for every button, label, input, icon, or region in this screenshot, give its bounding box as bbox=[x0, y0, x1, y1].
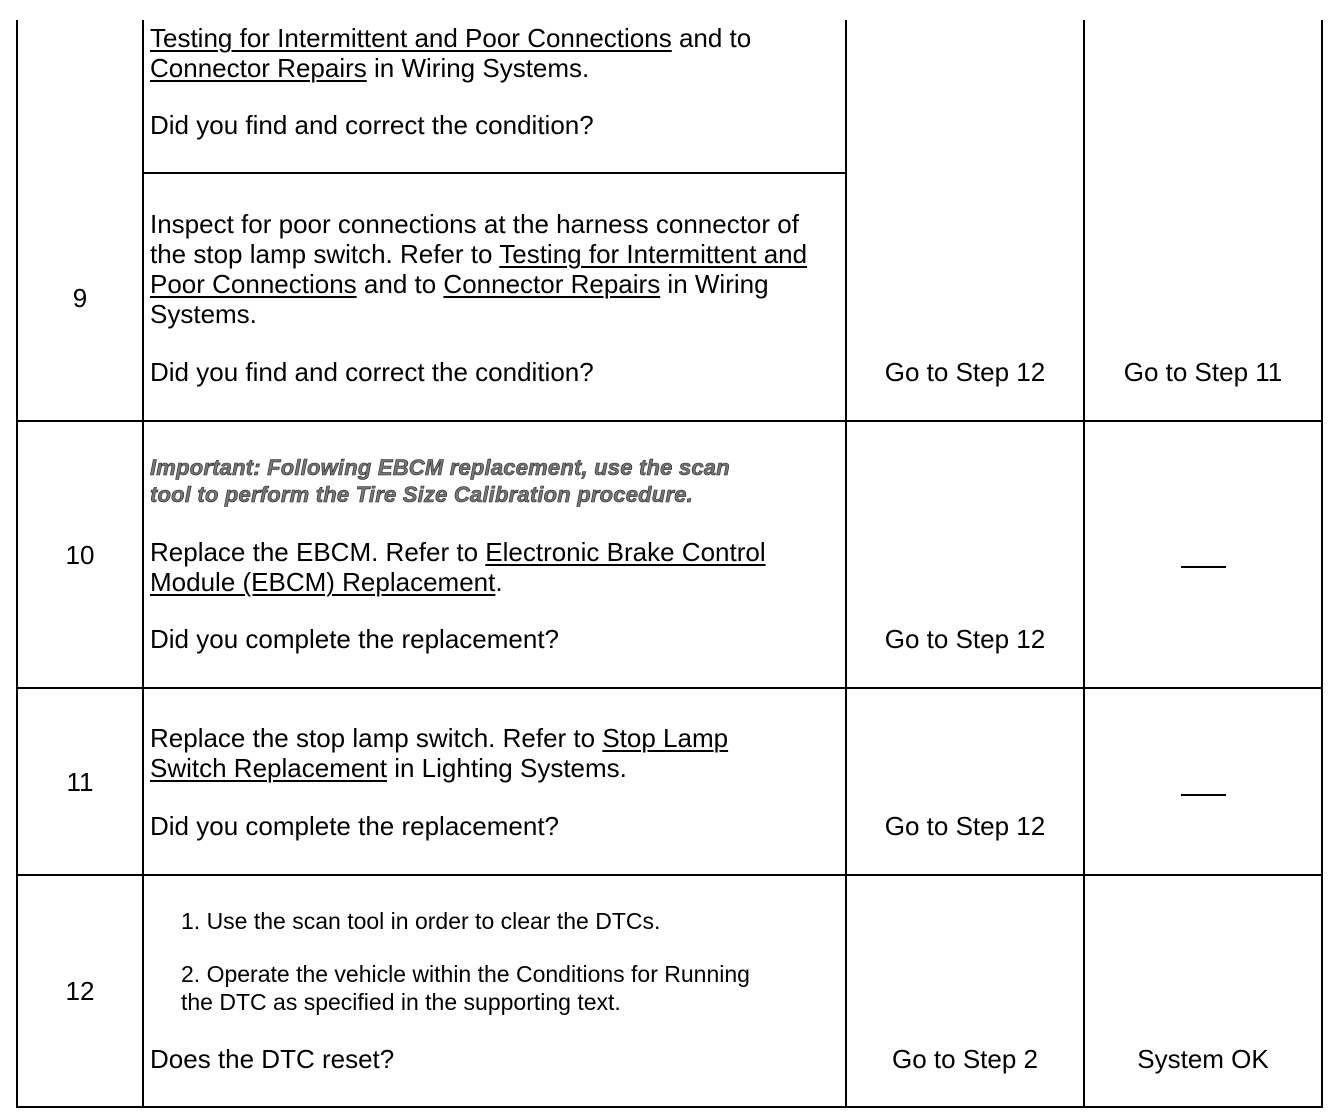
link-stop-lamp-switch-replacement-cont[interactable]: Switch Replacement bbox=[150, 753, 387, 783]
link-testing-intermittent[interactable]: Testing for Intermittent and Poor Connections bbox=[150, 23, 672, 53]
row9-line4: Systems. bbox=[150, 299, 257, 329]
row10-line2: Module (EBCM) Replacement. bbox=[150, 567, 503, 597]
row12-question: Does the DTC reset? bbox=[150, 1044, 395, 1074]
row9-line2: the stop lamp switch. Refer to Testing for Intermittent and bbox=[150, 239, 808, 269]
row10-line1: Replace the EBCM. Refer to Electronic Brake Control bbox=[150, 537, 766, 567]
row9-bottom-line bbox=[16, 420, 1323, 422]
row9-line3: Poor Connections and to Connector Repairs in Wiring bbox=[150, 269, 769, 299]
row11-no-result-dash bbox=[1181, 794, 1226, 796]
link-ebcm-replacement[interactable]: Electronic Brake Control bbox=[485, 537, 766, 567]
link-testing-intermittent[interactable]: Testing for Intermittent and bbox=[499, 239, 808, 269]
row10-question: Did you complete the replacement? bbox=[150, 624, 560, 654]
step-number: 11 bbox=[66, 767, 94, 797]
important-note-line1: Important: Following EBCM replacement, use the scan bbox=[150, 455, 730, 480]
link-ebcm-replacement-cont[interactable]: Module (EBCM) Replacement bbox=[150, 567, 496, 597]
row11-line1: Replace the stop lamp switch. Refer to Stop Lamp bbox=[150, 723, 729, 753]
row12-yes-result: Go to Step 2 bbox=[892, 1044, 1038, 1074]
step-number: 12 bbox=[65, 976, 95, 1006]
row10-bottom-line bbox=[16, 687, 1323, 689]
row8-line2: Connector Repairs in Wiring Systems. bbox=[150, 53, 590, 83]
row12-no-result: System OK bbox=[1137, 1044, 1269, 1074]
row10-no-result-dash bbox=[1181, 566, 1226, 568]
col-divider-action bbox=[845, 20, 847, 1108]
col-divider-step bbox=[142, 20, 144, 1108]
step-number: 10 bbox=[65, 540, 95, 570]
col-divider-yes bbox=[1083, 20, 1085, 1108]
row9-question: Did you find and correct the condition? bbox=[150, 357, 594, 387]
row11-question: Did you complete the replacement? bbox=[150, 811, 560, 841]
link-connector-repairs[interactable]: Connector Repairs bbox=[150, 53, 367, 83]
row11-bottom-line bbox=[16, 874, 1323, 876]
link-stop-lamp-switch-replacement[interactable]: Stop Lamp bbox=[602, 723, 729, 753]
row12-item2-line1: 2. Operate the vehicle within the Conditions for Running bbox=[181, 961, 750, 987]
step-number: 9 bbox=[72, 283, 88, 313]
row8-question: Did you find and correct the condition? bbox=[150, 110, 594, 140]
row8-bottom-line bbox=[142, 172, 847, 174]
important-note-line2: tool to perform the Tire Size Calibration procedure. bbox=[150, 482, 693, 507]
table-border-right bbox=[1321, 20, 1323, 1108]
table-border-bottom bbox=[16, 1106, 1323, 1108]
row9-no-result: Go to Step 11 bbox=[1123, 357, 1283, 387]
row8-line1: Testing for Intermittent and Poor Connections and to bbox=[150, 23, 752, 53]
row12-item2-line2: the DTC as specified in the supporting text. bbox=[181, 989, 621, 1015]
row9-line1: Inspect for poor connections at the harness connector of bbox=[150, 209, 799, 239]
row12-item1: 1. Use the scan tool in order to clear the DTCs. bbox=[181, 908, 661, 934]
row9-yes-result: Go to Step 12 bbox=[884, 357, 1046, 387]
link-testing-intermittent-cont[interactable]: Poor Connections bbox=[150, 269, 357, 299]
row10-yes-result: Go to Step 12 bbox=[884, 624, 1046, 654]
link-connector-repairs[interactable]: Connector Repairs bbox=[443, 269, 661, 299]
row11-yes-result: Go to Step 12 bbox=[884, 811, 1046, 841]
row11-line2: Switch Replacement in Lighting Systems. bbox=[150, 753, 627, 783]
